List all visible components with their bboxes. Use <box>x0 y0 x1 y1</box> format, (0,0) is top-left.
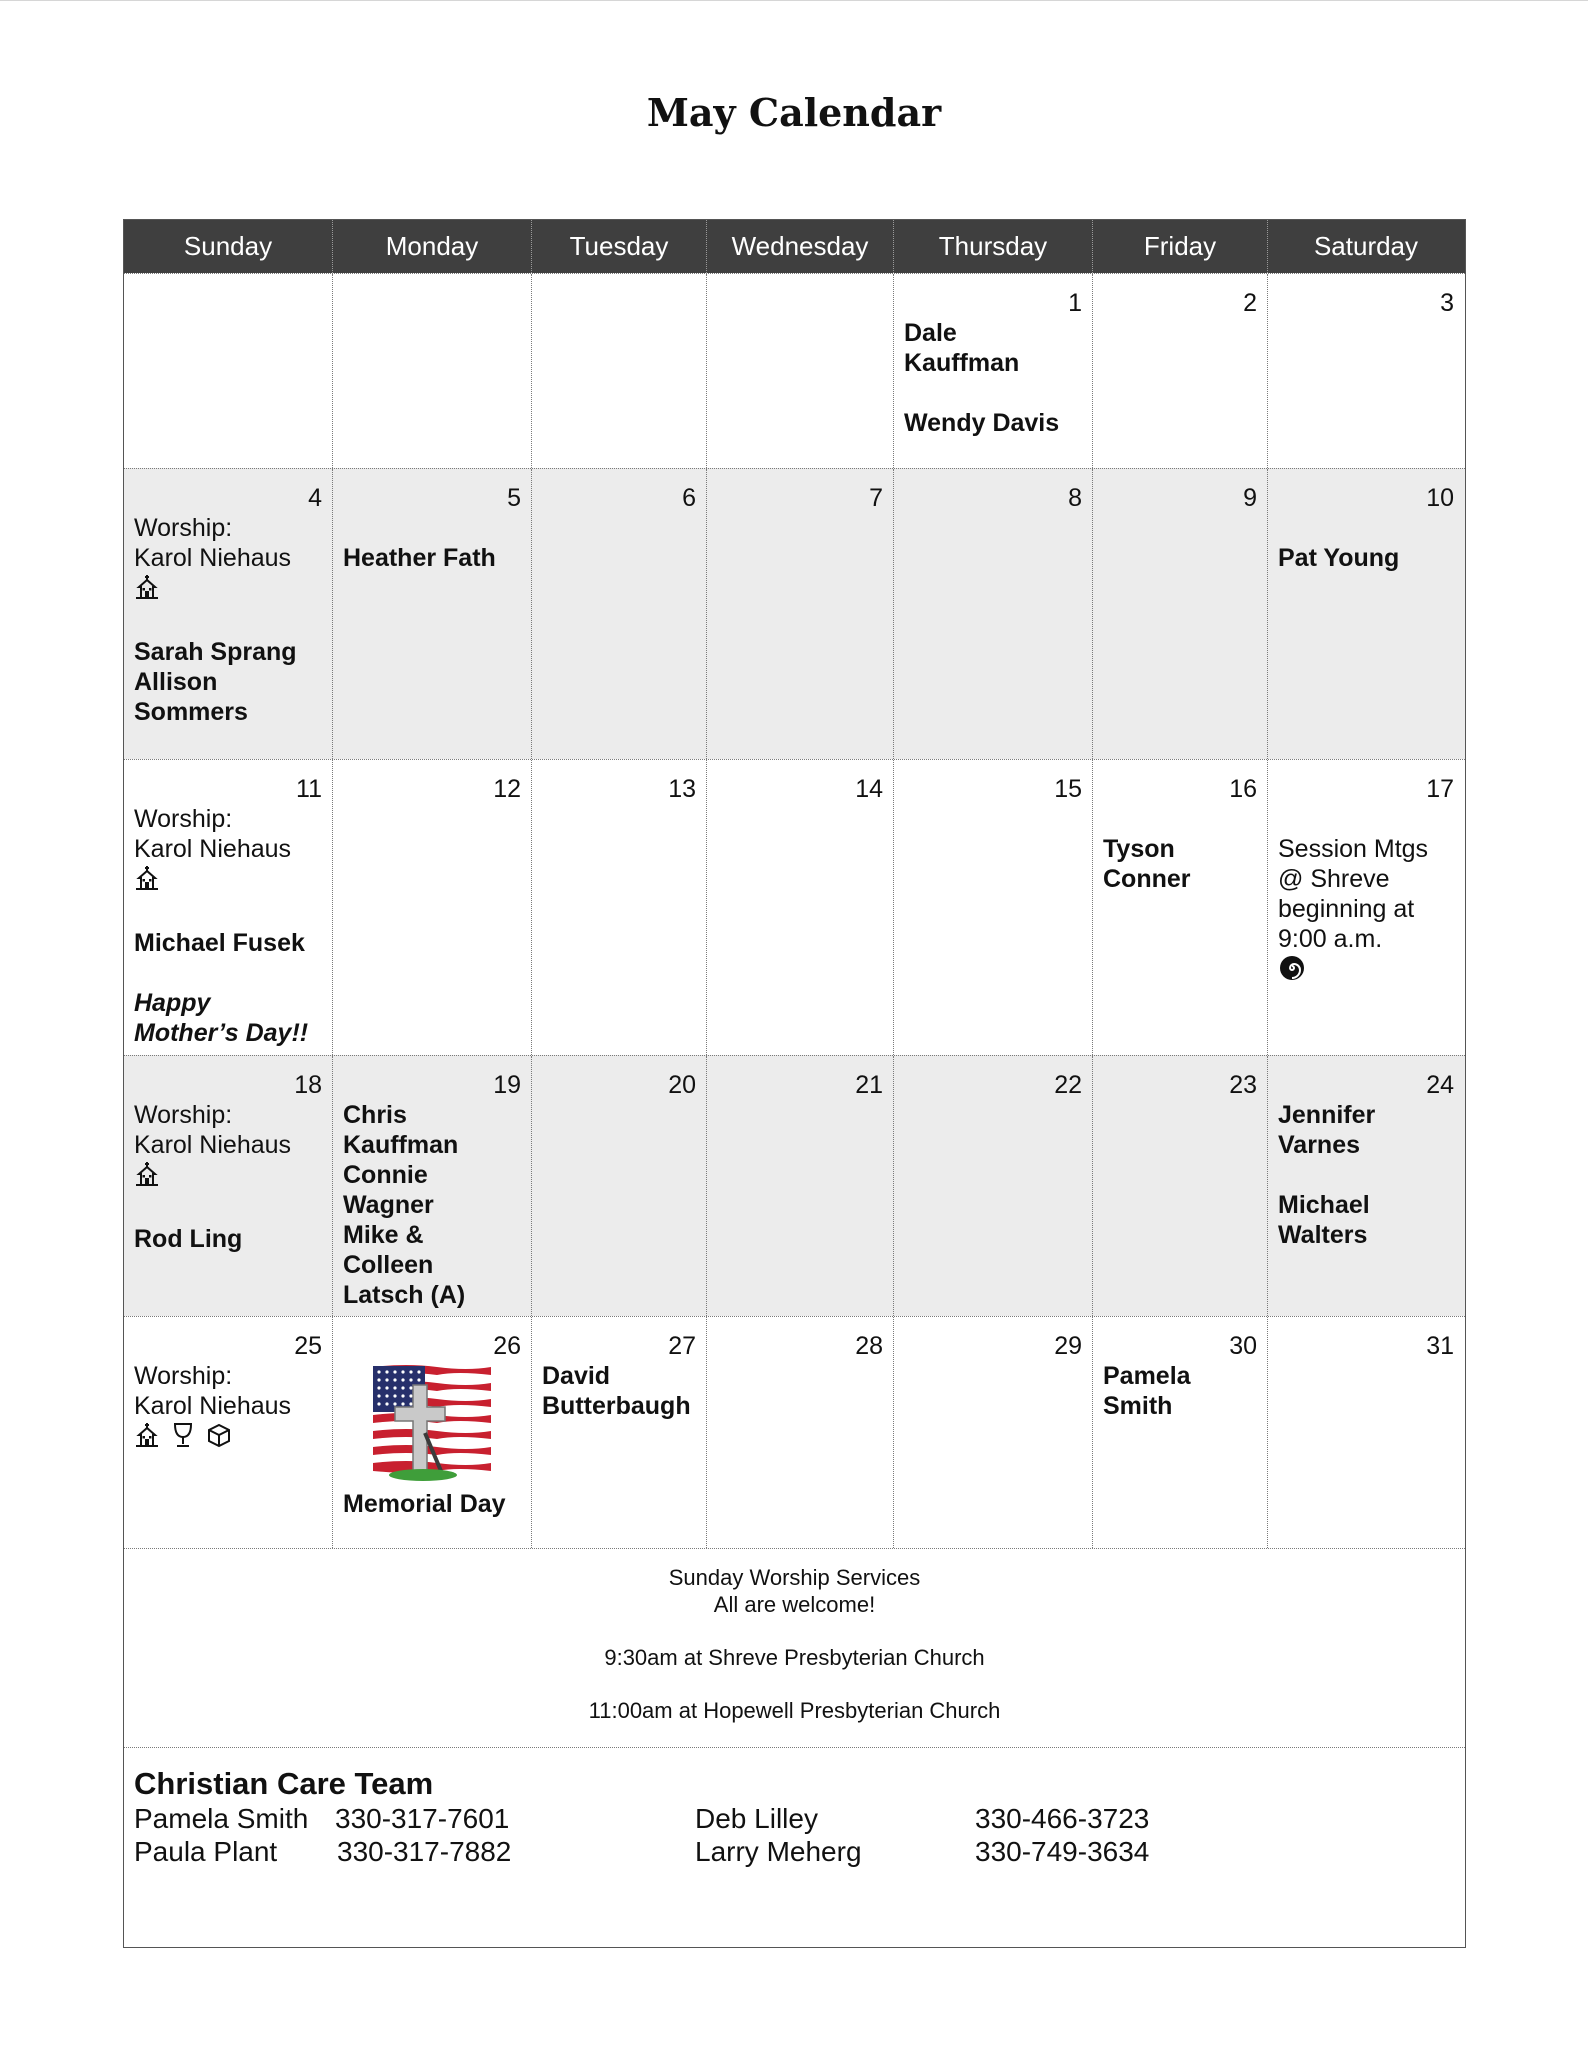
day-number: 31 <box>1426 1332 1454 1360</box>
weekday-tuesday: Tuesday <box>532 220 707 273</box>
name-entry: Heather Fath <box>343 544 496 572</box>
weekday-thursday: Thursday <box>894 220 1093 273</box>
name-entry: Memorial Day <box>343 1490 506 1518</box>
day-cell <box>707 469 894 759</box>
name-entry: Sarah Sprang <box>134 638 297 666</box>
name-entry: Allison <box>134 668 218 696</box>
day-cell <box>1093 274 1268 468</box>
day-number: 14 <box>855 775 883 803</box>
spacer <box>1278 804 1454 834</box>
week-row <box>124 468 1465 759</box>
flag-cross-image <box>367 1363 491 1481</box>
bread-icon <box>206 1422 232 1457</box>
weekday-monday: Monday <box>333 220 532 273</box>
day-cell <box>707 274 894 468</box>
day-number: 18 <box>294 1071 322 1099</box>
name-entry: Kauffman <box>343 1131 459 1159</box>
day-cell <box>333 760 532 1055</box>
worship-text: Worship: <box>134 1101 233 1129</box>
day-number: 7 <box>869 484 883 512</box>
day-cell <box>707 1056 894 1316</box>
day-number: 16 <box>1229 775 1257 803</box>
church-icon <box>134 1422 160 1457</box>
day-number: 29 <box>1054 1332 1082 1360</box>
day-number: 3 <box>1440 289 1454 317</box>
day-number: 8 <box>1068 484 1082 512</box>
day-number: 30 <box>1229 1332 1257 1360</box>
name-entry: Chris <box>343 1101 407 1129</box>
name-entry: Pamela <box>1103 1362 1191 1390</box>
name-entry: Varnes <box>1278 1131 1361 1159</box>
day-number: 27 <box>668 1332 696 1360</box>
care-team-panel <box>124 1747 1465 1949</box>
member-phone: 330-317-7882 <box>337 1836 512 1867</box>
name-entry: Rod Ling <box>134 1225 243 1253</box>
name-entry: Colleen <box>343 1251 434 1279</box>
calendar-table <box>123 219 1466 1948</box>
day-number: 6 <box>682 484 696 512</box>
day-cell <box>894 1317 1093 1548</box>
name-entry: Dale <box>904 319 957 347</box>
day-number: 24 <box>1426 1071 1454 1099</box>
icon-row <box>134 1421 322 1455</box>
name-entry: Smith <box>1103 1392 1173 1420</box>
name-entry: Mike & <box>343 1221 424 1249</box>
holiday-note: Happy <box>134 989 211 1017</box>
name-entry: Pat Young <box>1278 544 1400 572</box>
member-phone: 330-466-3723 <box>975 1803 1150 1834</box>
member-phone: 330-749-3634 <box>975 1836 1150 1867</box>
care-team-title: Christian Care Team <box>134 1766 434 1801</box>
day-number: 19 <box>493 1071 521 1099</box>
day-number: 25 <box>294 1332 322 1360</box>
member-name: Pamela Smith <box>134 1803 309 1834</box>
day-cell <box>333 469 532 759</box>
day-cell <box>124 760 333 1055</box>
day-cell <box>1268 469 1464 759</box>
services-heading: Sunday Worship Services <box>668 1565 921 1590</box>
service-hopewell: 11:00am at Hopewell Presbyterian Church <box>588 1698 1001 1723</box>
day-number: 1 <box>1068 289 1082 317</box>
day-cell <box>532 469 707 759</box>
day-cell <box>1268 274 1464 468</box>
day-cell <box>894 760 1093 1055</box>
day-number: 28 <box>855 1332 883 1360</box>
day-number: 23 <box>1229 1071 1257 1099</box>
day-number: 9 <box>1243 484 1257 512</box>
event-text: Session Mtgs <box>1278 835 1429 863</box>
day-cell <box>1093 1056 1268 1316</box>
day-cell <box>532 1056 707 1316</box>
weekday-saturday: Saturday <box>1313 231 1419 261</box>
day-cell <box>124 274 333 468</box>
name-entry: Kauffman <box>904 349 1020 377</box>
worship-text: Worship: <box>134 805 233 833</box>
event-text: 9:00 a.m. <box>1278 925 1383 953</box>
day-number: 13 <box>668 775 696 803</box>
day-cell <box>1093 1317 1268 1548</box>
day-number: 21 <box>855 1071 883 1099</box>
worship-text: Worship: <box>134 514 233 542</box>
week-row <box>124 1316 1465 1548</box>
spacer <box>904 378 1082 408</box>
day-number: 17 <box>1426 775 1454 803</box>
week-row <box>124 1055 1465 1316</box>
church-icon <box>134 574 160 609</box>
day-cell <box>707 760 894 1055</box>
day-number: 22 <box>1054 1071 1082 1099</box>
spacer <box>1278 1160 1454 1190</box>
chalice-icon <box>172 1422 194 1457</box>
day-cell <box>124 469 333 759</box>
day-cell <box>1268 1317 1464 1548</box>
member-name: Deb Lilley <box>695 1803 818 1834</box>
icon-row <box>134 573 322 607</box>
spacer <box>134 1194 322 1224</box>
name-entry: Michael Fusek <box>134 929 305 957</box>
name-entry: Wendy Davis <box>904 409 1060 437</box>
day-number: 15 <box>1054 775 1082 803</box>
weekday-wednesday: Wednesday <box>707 220 894 273</box>
day-cell <box>333 1317 532 1548</box>
event-text: @ Shreve <box>1278 865 1390 893</box>
day-number: 10 <box>1426 484 1454 512</box>
member-phone: 330-317-7601 <box>335 1803 510 1834</box>
day-number: 20 <box>668 1071 696 1099</box>
name-entry: Conner <box>1103 865 1191 893</box>
day-cell <box>333 1056 532 1316</box>
week-row <box>124 759 1465 1055</box>
name-entry: Walters <box>1278 1221 1368 1249</box>
day-number: 12 <box>493 775 521 803</box>
day-number: 11 <box>296 775 322 803</box>
spacer <box>1103 804 1257 834</box>
name-entry: Sommers <box>134 698 248 726</box>
day-cell <box>894 1056 1093 1316</box>
event-text: beginning at <box>1278 895 1415 923</box>
day-cell <box>707 1317 894 1548</box>
name-entry: Tyson <box>1103 835 1175 863</box>
day-cell <box>1268 760 1464 1055</box>
spacer <box>343 513 521 543</box>
name-entry: Latsch (A) <box>343 1281 466 1309</box>
church-icon <box>134 1161 160 1196</box>
page-title: May Calendar <box>646 90 942 135</box>
weekday-friday: Friday <box>1093 220 1268 273</box>
name-entry: Connie <box>343 1161 428 1189</box>
day-cell <box>1268 1056 1464 1316</box>
day-cell <box>894 274 1093 468</box>
worship-text: Worship: <box>134 1362 233 1390</box>
service-shreve: 9:30am at Shreve Presbyterian Church <box>604 1645 985 1670</box>
worship-text: Karol Niehaus <box>134 1392 292 1420</box>
name-entry: Jennifer <box>1278 1101 1376 1129</box>
day-cell <box>1093 469 1268 759</box>
holiday-note: Mother’s Day!! <box>134 1019 309 1047</box>
weekday-header <box>124 220 1465 273</box>
name-entry: Wagner <box>343 1191 434 1219</box>
name-entry: Michael <box>1278 1191 1370 1219</box>
member-name: Larry Meherg <box>695 1836 862 1867</box>
weekday-sunday: Sunday <box>124 220 333 273</box>
day-cell <box>333 274 532 468</box>
day-number: 26 <box>493 1332 521 1360</box>
day-cell <box>532 760 707 1055</box>
day-cell <box>124 1317 333 1548</box>
icon-row <box>1278 954 1454 988</box>
care-team-row <box>134 1802 1455 1835</box>
day-cell <box>124 1056 333 1316</box>
name-entry: David <box>542 1362 611 1390</box>
member-name: Paula Plant <box>134 1836 278 1867</box>
day-number: 4 <box>308 484 322 512</box>
day-number: 2 <box>1243 289 1257 317</box>
day-cell <box>532 274 707 468</box>
icon-row <box>134 1160 322 1194</box>
day-cell <box>532 1317 707 1548</box>
name-entry: Butterbaugh <box>542 1392 691 1420</box>
care-team-row <box>134 1835 1455 1868</box>
day-number: 5 <box>507 484 521 512</box>
spiral-icon <box>1278 954 1306 991</box>
worship-text: Karol Niehaus <box>134 835 292 863</box>
day-cell <box>1093 760 1268 1055</box>
spacer <box>134 898 322 928</box>
spacer <box>134 958 322 988</box>
day-cell <box>894 469 1093 759</box>
services-welcome: All are welcome! <box>713 1592 876 1617</box>
spacer <box>1278 513 1454 543</box>
spacer <box>134 607 322 637</box>
worship-text: Karol Niehaus <box>134 544 292 572</box>
icon-row <box>134 864 322 898</box>
church-icon <box>134 865 160 900</box>
week-row <box>124 273 1465 468</box>
worship-text: Karol Niehaus <box>134 1131 292 1159</box>
worship-services-panel <box>124 1548 1465 1747</box>
top-rule <box>0 0 1588 1</box>
